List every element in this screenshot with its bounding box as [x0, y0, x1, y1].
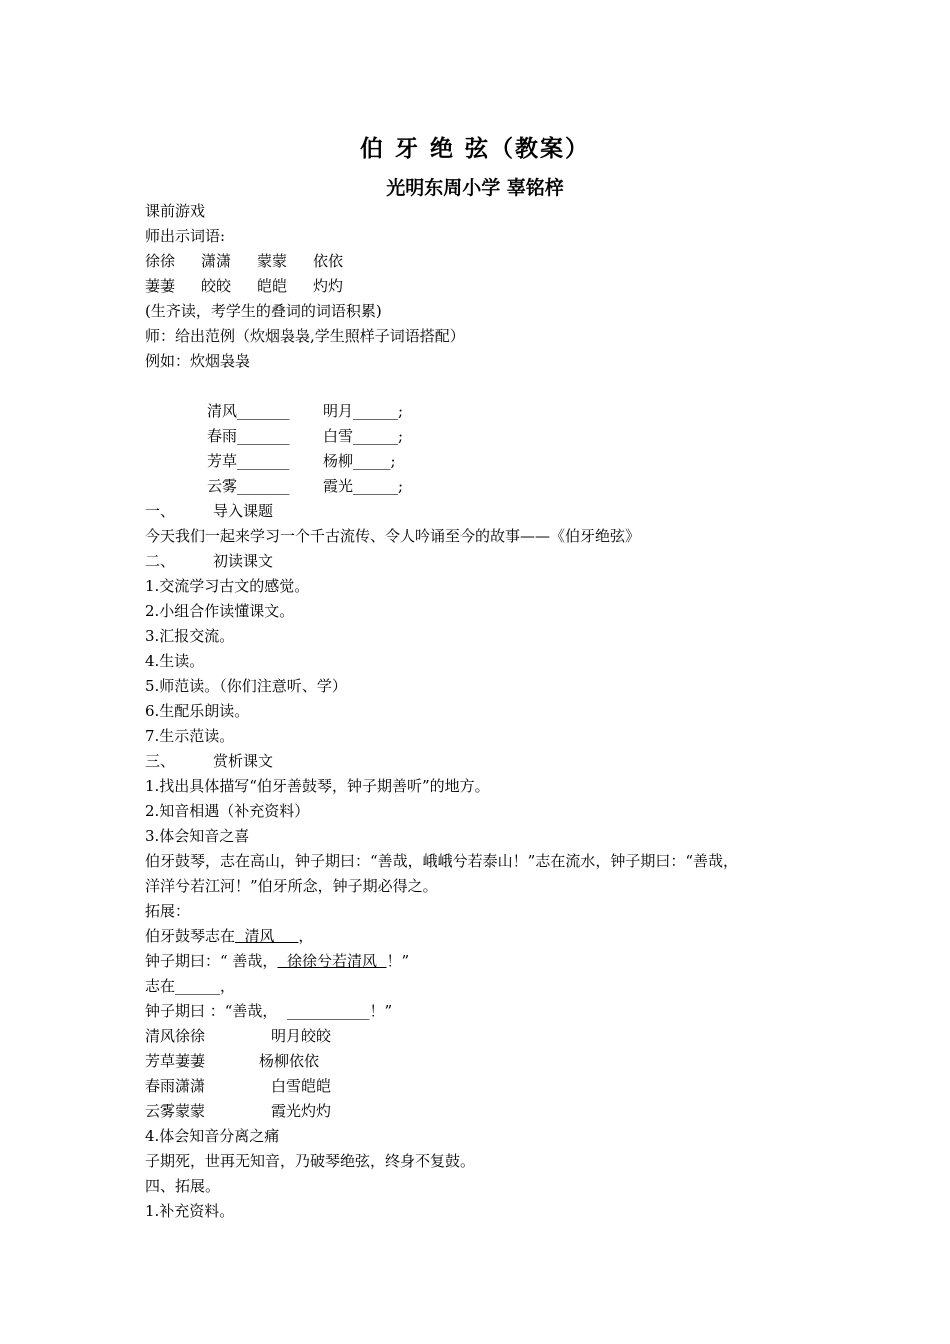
page-title: 伯 牙 绝 弦（教案） — [359, 135, 591, 162]
pre-game-intro: 师出示词语: — [145, 227, 226, 245]
document-body — [145, 199, 825, 1224]
extend-label: 拓展： — [145, 902, 191, 920]
word-row-2 — [145, 274, 825, 299]
extend-line-3: 志在______， — [145, 977, 236, 995]
text-suffix: ， — [298, 927, 314, 945]
fill-right: 杨柳_____; — [323, 452, 396, 470]
section-3-heading — [145, 749, 825, 774]
pair-a: 芳草萋萋 — [145, 1052, 206, 1070]
list-item: 1.找出具体描写“伯牙善鼓琴，钟子期善听”的地方。 — [145, 777, 490, 795]
section-title: 初读课文 — [213, 552, 274, 570]
section-number: 一、 — [145, 502, 176, 520]
section-1-heading — [145, 499, 825, 524]
list-item: 2.知音相遇（补充资料） — [145, 802, 310, 820]
list-item: 5.师范读。（你们注意听、学） — [145, 677, 347, 695]
word: 灼灼 — [313, 277, 344, 295]
passage-line: 子期死，世再无知音，乃破琴绝弦，终身不复鼓。 — [145, 1152, 476, 1170]
pair-row — [145, 1099, 825, 1124]
fill-right: 明月______; — [323, 402, 404, 420]
fill-left: 芳草_______ — [207, 452, 290, 470]
fill-right: 霞光______; — [323, 477, 404, 495]
list-item: 4.生读。 — [145, 652, 205, 670]
list-item: 4.体会知音分离之痛 — [145, 1127, 280, 1145]
section-1-text: 今天我们一起来学习一个千古流传、令人吟诵至今的故事——《伯牙绝弦》 — [145, 527, 641, 545]
word: 皑皑 — [257, 277, 288, 295]
teacher-example: 师：给出范例（炊烟袅袅,学生照样子词语搭配） — [145, 327, 465, 345]
list-item: 1.交流学习古文的感觉。 — [145, 577, 310, 595]
section-number: 三、 — [145, 752, 176, 770]
pair-row — [145, 1049, 825, 1074]
text-prefix: 伯牙鼓琴志在 — [145, 927, 236, 945]
list-item: 3.汇报交流。 — [145, 627, 235, 645]
passage-line: 洋洋兮若江河！”伯牙所念，钟子期必得之。 — [145, 877, 438, 895]
word: 依依 — [313, 252, 344, 270]
filled-blank: 清风 — [235, 927, 299, 945]
word: 蒙蒙 — [257, 252, 288, 270]
word-row-1 — [145, 249, 825, 274]
author-line: 光明东周小学 辜铭梓 — [386, 177, 564, 199]
extend-line-1 — [145, 924, 825, 949]
pair-b: 明月皎皎 — [271, 1027, 332, 1045]
fill-right: 白雪______; — [323, 427, 404, 445]
text-prefix: 钟子期曰：“ 善哉， — [145, 952, 278, 970]
fill-left: 清风_______ — [207, 402, 290, 420]
pre-game-heading: 课前游戏 — [145, 202, 206, 220]
pair-a: 春雨潇潇 — [145, 1077, 206, 1095]
word: 徐徐 — [145, 252, 176, 270]
list-item: 6.生配乐朗读。 — [145, 702, 250, 720]
extend-line-2 — [145, 949, 825, 974]
pair-b: 杨柳依依 — [259, 1052, 320, 1070]
word: 潇潇 — [201, 252, 232, 270]
filled-blank: 徐徐兮若清风 — [277, 952, 387, 970]
pre-game-note: (生齐读，考学生的叠词的词语积累) — [145, 302, 382, 320]
word: 皎皎 — [201, 277, 232, 295]
section-4-heading: 四、拓展。 — [145, 1177, 221, 1195]
list-item: 2.小组合作读懂课文。 — [145, 602, 295, 620]
fill-row — [145, 474, 825, 499]
fill-row — [145, 449, 825, 474]
fill-row — [145, 424, 825, 449]
example-line: 例如：炊烟袅袅 — [145, 352, 251, 370]
fill-left: 云雾_______ — [207, 477, 290, 495]
pair-row — [145, 1024, 825, 1049]
list-item: 7.生示范读。 — [145, 727, 235, 745]
list-item: 3.体会知音之喜 — [145, 827, 250, 845]
word: 萋萋 — [145, 277, 176, 295]
section-title: 导入课题 — [213, 502, 274, 520]
section-2-heading — [145, 549, 825, 574]
pair-a: 云雾蒙蒙 — [145, 1102, 206, 1120]
passage-line: 伯牙鼓琴，志在高山，钟子期曰：“善哉，峨峨兮若泰山！”志在流水，钟子期曰：“善哉， — [145, 852, 739, 870]
section-title: 赏析课文 — [213, 752, 274, 770]
section-number: 二、 — [145, 552, 176, 570]
fill-left: 春雨_______ — [207, 427, 290, 445]
pair-b: 霞光灼灼 — [271, 1102, 332, 1120]
list-item: 1.补充资料。 — [145, 1202, 235, 1220]
text-suffix: ！” — [386, 952, 410, 970]
pair-a: 清风徐徐 — [145, 1027, 206, 1045]
extend-line-4: 钟子期曰 ：“善哉， ___________！” — [145, 1002, 393, 1020]
blank-line — [145, 374, 825, 399]
pair-row — [145, 1074, 825, 1099]
pair-b: 白雪皑皑 — [271, 1077, 332, 1095]
fill-row — [145, 399, 825, 424]
